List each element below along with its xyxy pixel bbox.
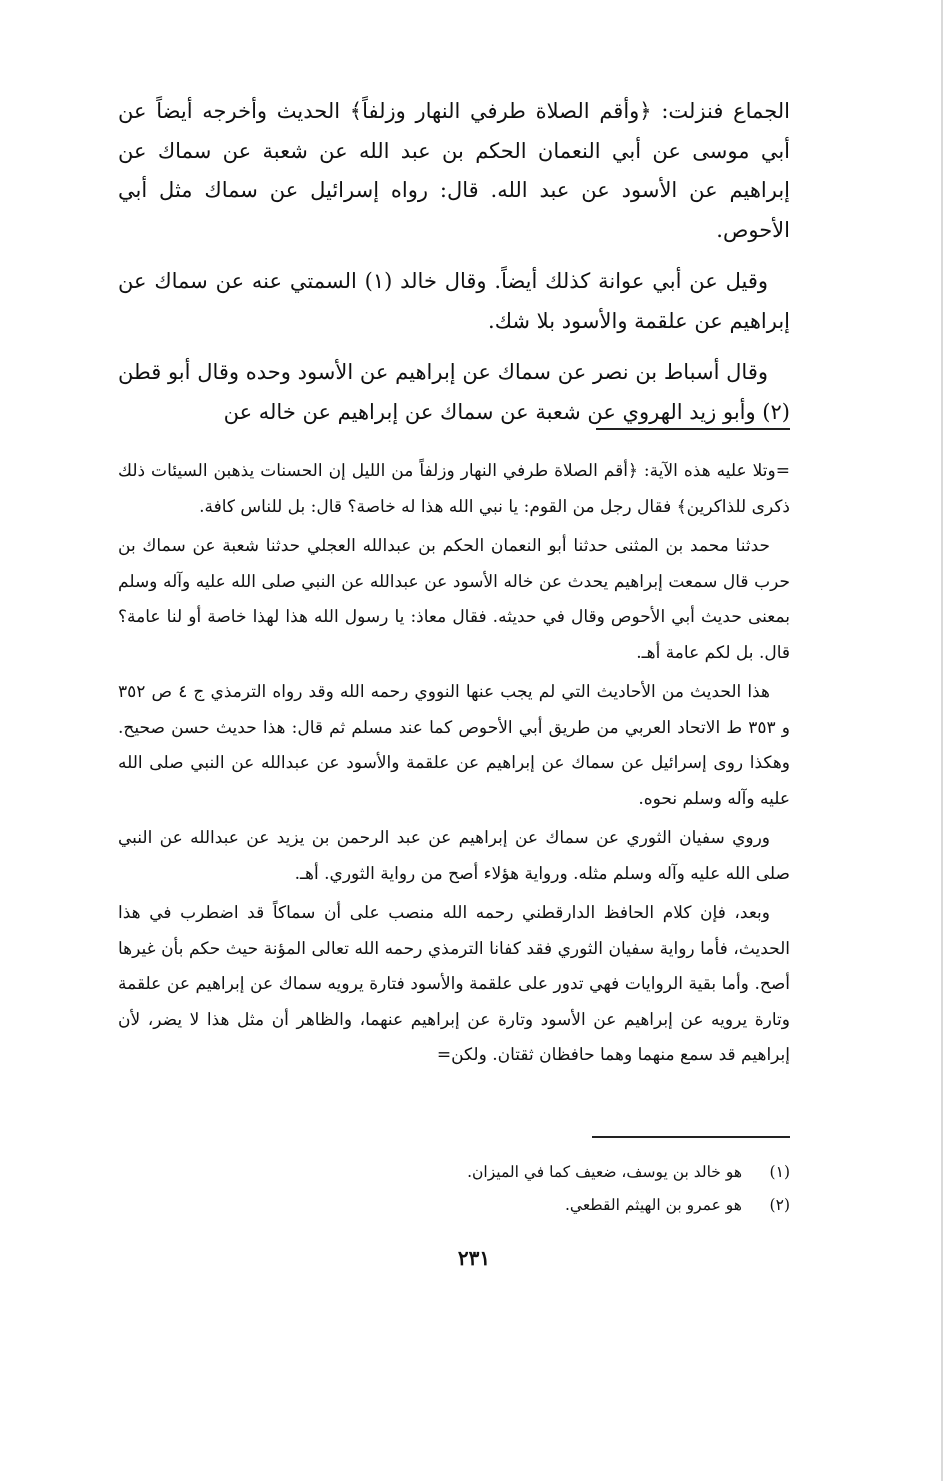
commentary-paragraph: حدثنا محمد بن المثنى حدثنا أبو النعمان الحكم بن عبدالله العجلي حدثنا شعبة عن سماك بن حرب قال سمعت إبراهيم يحدث عن خاله الأسود عن عبدالله عن النبي صلى الله عليه وآله وسلم بمعنى حديث أبي الأحوص وقال في حديثه. فقال معاذ: يا رسول الله هذا لهذا خاصة أو لنا عامة؟ قال. بل لكم عامة أهـ. [118,536,790,663]
footnote-item [118,1189,790,1222]
commentary-paragraph: =وتلا عليه هذه الآية: ﴿أقم الصلاة طرفي النهار وزلفاً من الليل إن الحسنات يذهبن السيئات ذلك ذكرى للذاكرين﴾ فقال رجل من القوم: يا نبي الله هذا له خاصة؟ قال: بل للناس كافة. [118,461,790,517]
footnote-number: (٢) [769,1196,790,1214]
main-text-block [118,92,790,444]
footnote-text: هو خالد بن يوسف، ضعيف كما في الميزان. [467,1163,742,1181]
main-paragraph: وقال أسباط بن نصر عن سماك عن إبراهيم عن الأسود وحده وقال أبو قطن (٢) وأبو زيد الهروي عن شعبة عن سماك عن إبراهيم عن خاله عن [118,360,790,424]
main-paragraph: الجماع فنزلت: ﴿وأقم الصلاة طرفي النهار وزلفاً﴾ الحديث وأخرجه أيضاً عن أبي موسى عن أبي النعمان الحكم بن عبد الله عن شعبة عن سماك عن إبراهيم عن الأسود عن عبد الله. قال: رواه إسرائيل عن سماك مثل أبي الأحوص. [118,99,790,242]
commentary-block [118,454,790,1078]
footnote-item [118,1156,790,1189]
commentary-paragraph: هذا الحديث من الأحاديث التي لم يجب عنها النووي رحمه الله وقد رواه الترمذي ج ٤ ص ٣٥٢ و ٣٥٣ ط الاتحاد العربي من طريق أبي الأحوص كما عند مسلم ثم قال: هذا حديث حسن صحيح. وهكذا روى إسرائيل عن سماك عن إبراهيم عن علقمة والأسود عن عبدالله عن النبي صلى الله عليه وآله وسلم نحوه. [118,682,790,809]
page-number: ٢٣١ [457,1246,491,1270]
commentary-separator-line [596,428,790,430]
commentary-paragraph: وروي سفيان الثوري عن سماك عن إبراهيم عن عبد الرحمن بن يزيد عن عبدالله عن النبي صلى الله عليه وآله وسلم مثله. ورواية هؤلاء أصح من رواية الثوري. أهـ. [118,828,790,884]
commentary-paragraph: وبعد، فإن كلام الحافظ الدارقطني رحمه الله منصب على أن سماكاً قد اضطرب في هذا الحديث، فأما رواية سفيان الثوري فقد كفانا الترمذي رحمه الله تعالى المؤنة حيث حكم بأن غيرها أصح. وأما بقية الروايات فهي تدور على علقمة والأسود فتارة يرويه سماك عن إبراهيم عن علقمة وتارة يرويه عن إبراهيم عن الأسود وتارة عن إبراهيم عنهما، والظاهر أن مثل هذا لا يضر، لأن إبراهيم قد سمع منهما وهما حافظان ثقتان. ولكن= [118,903,790,1065]
footnote-separator-line [592,1136,790,1138]
main-paragraph: وقيل عن أبي عوانة كذلك أيضاً. وقال خالد (١) السمتي عنه عن سماك عن إبراهيم عن علقمة والأسود بلا شك. [118,269,790,333]
footnote-text: هو عمرو بن الهيثم القطعي. [564,1196,742,1214]
footnotes-block [118,1156,790,1222]
footnote-number: (١) [769,1163,790,1181]
